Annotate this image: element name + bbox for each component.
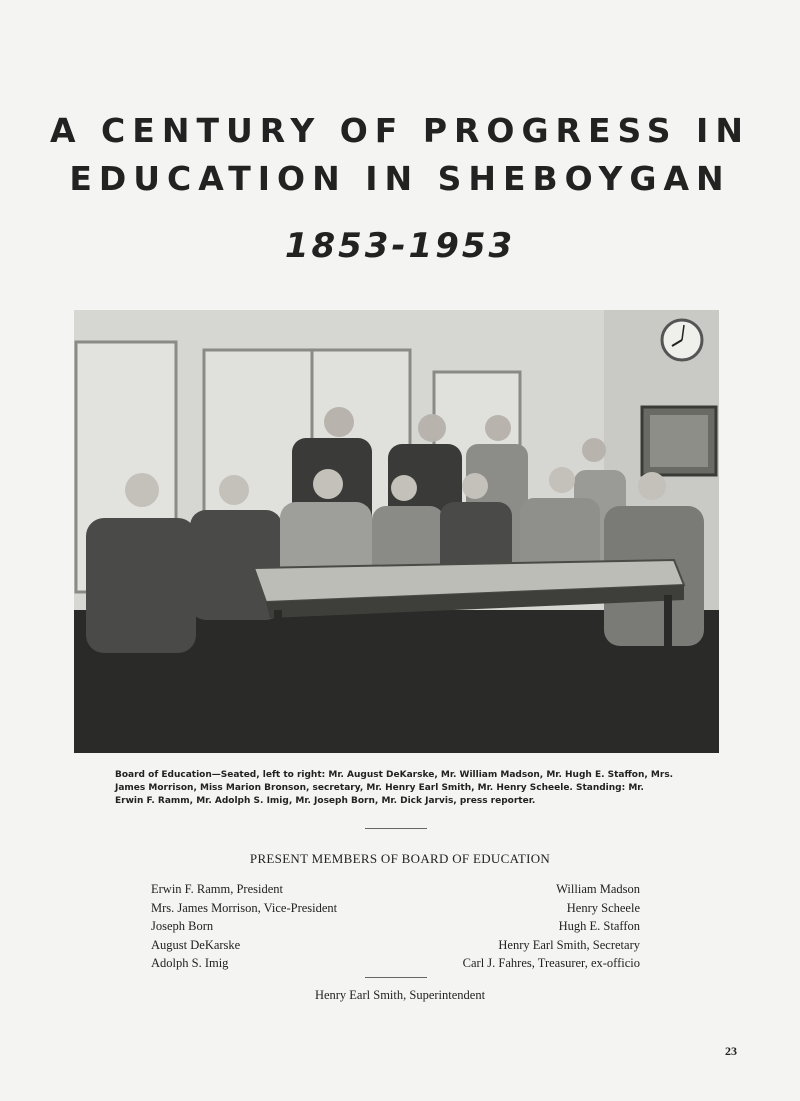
member-name: August DeKarske bbox=[151, 937, 241, 952]
members-right-column bbox=[463, 880, 640, 973]
member-name: Carl J. Fahres, Treasurer, ex-officio bbox=[462, 956, 640, 970]
board-group-photo bbox=[74, 310, 719, 753]
board-group-photo-drawing bbox=[74, 310, 719, 753]
divider-rule-bottom bbox=[365, 977, 427, 978]
member-name: Hugh E. Staffon bbox=[558, 919, 640, 933]
year-range: 1853-1953 bbox=[284, 226, 516, 266]
page-title-line-1: A CENTURY OF PROGRESS IN bbox=[50, 111, 750, 150]
member-name: William Madson bbox=[556, 882, 640, 896]
member-name: Henry Scheele bbox=[566, 900, 640, 915]
members-left-column bbox=[151, 880, 337, 973]
member-name: Erwin F. Ramm, President bbox=[151, 882, 283, 896]
members-heading: PRESENT MEMBERS OF BOARD OF EDUCATION bbox=[249, 851, 551, 866]
member-name: Henry Earl Smith, Secretary bbox=[498, 937, 640, 952]
member-name: Mrs. James Morrison, Vice-President bbox=[151, 900, 338, 915]
divider-rule-top bbox=[365, 828, 427, 829]
member-name: Joseph Born bbox=[151, 919, 214, 933]
page-number: 23 bbox=[725, 1044, 737, 1058]
superintendent-line: Henry Earl Smith, Superintendent bbox=[314, 988, 486, 1002]
page-title-line-2: EDUCATION IN SHEBOYGAN bbox=[69, 159, 731, 198]
member-name: Adolph S. Imig bbox=[151, 956, 229, 970]
photo-caption: Board of Education—Seated, left to right: Mr. August DeKarske, Mr. William Madson, Mr. Hugh E. Staffon, Mrs. James Morrison, Miss Marion Bronson, secretary, Mr. Henry Earl Smith, Mr. Henry Scheele. Standing: Mr. Erwin F. Ramm, Mr. Adolph S. Imig, Mr. Joseph Born, Mr. Dick Jarvis, press reporter. bbox=[115, 770, 674, 806]
